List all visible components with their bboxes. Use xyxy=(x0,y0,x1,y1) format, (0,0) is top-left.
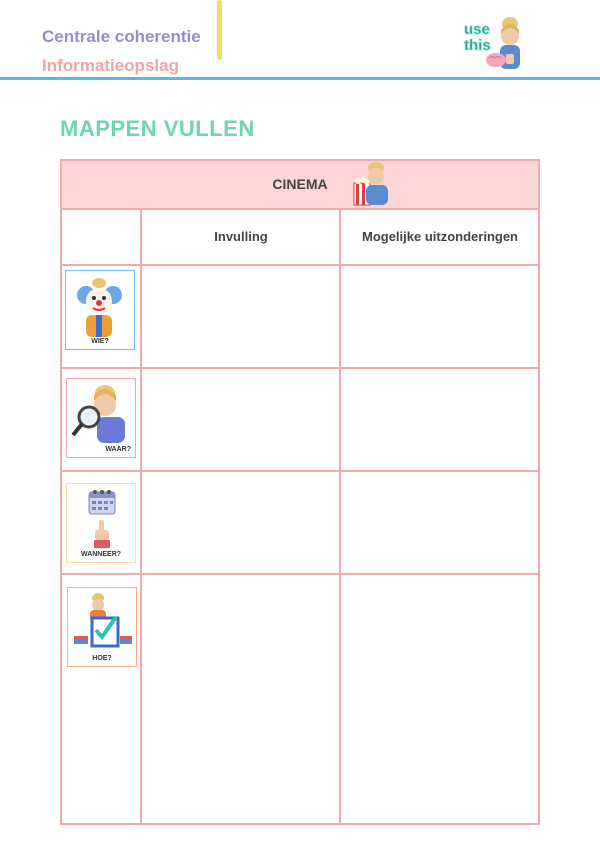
cell-wanneer-invulling[interactable] xyxy=(142,472,339,573)
cell-hoe-invulling[interactable] xyxy=(142,575,339,823)
cell-wie-uitzonderingen[interactable] xyxy=(341,266,538,367)
header-subtitle: Informatieopslag xyxy=(42,56,179,75)
magnifying-glass-avatar-icon xyxy=(67,379,134,447)
cell-hoe-uitzonderingen[interactable] xyxy=(341,575,538,823)
checklist-avatar-icon xyxy=(68,588,135,656)
row-label-wie: WIE? xyxy=(91,338,109,345)
logo-text-top: use xyxy=(464,21,490,38)
cell-wie-invulling[interactable] xyxy=(142,266,339,367)
row-icon-wie xyxy=(65,270,135,350)
row-icon-waar xyxy=(66,378,136,458)
table-border-bottom xyxy=(60,823,540,825)
column-header-uitzonderingen: Mogelijke uitzonderingen xyxy=(361,229,518,244)
cinema-avatar-icon xyxy=(350,161,392,207)
row-label-waar: WAAR? xyxy=(105,446,131,453)
column-header-invulling: Invulling xyxy=(214,229,268,244)
row-icon-wanneer xyxy=(66,483,136,563)
row-label-hoe: HOE? xyxy=(92,655,112,662)
logo-text-bottom: this xyxy=(464,37,491,54)
table-border-left xyxy=(60,159,62,825)
header-title: Centrale coherentie xyxy=(42,27,201,46)
page-heading: MAPPEN VULLEN xyxy=(60,116,255,141)
table-row-divider xyxy=(60,208,540,210)
table-border-top xyxy=(60,159,540,161)
row-label-wanneer: WANNEER? xyxy=(80,551,122,558)
table-border-right xyxy=(538,159,540,825)
header-accent-bar xyxy=(217,0,222,60)
cell-waar-uitzonderingen[interactable] xyxy=(341,369,538,470)
banner-title: CINEMA xyxy=(272,176,328,192)
clown-avatar-icon xyxy=(66,271,133,339)
row-icon-hoe xyxy=(67,587,137,667)
cell-wanneer-uitzonderingen[interactable] xyxy=(341,472,538,573)
calendar-pointer-icon xyxy=(67,484,134,552)
use-this-logo xyxy=(462,14,530,80)
cell-waar-invulling[interactable] xyxy=(142,369,339,470)
